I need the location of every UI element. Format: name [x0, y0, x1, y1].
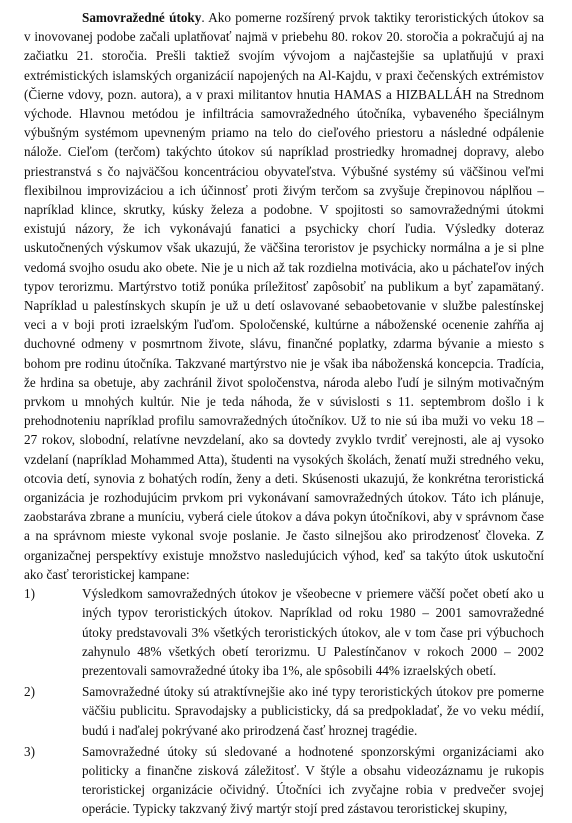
list-item-text: Samovražedné útoky sú atraktívnejšie ako iné typy teroristických útokov pre pomerne väčšiu publicitu. Spravodajsky a publicisticky, dá sa predpokladať, že vo veku médií, budú i naďalej pokrývané ako prirodzená časť hroznej tragédie.	[82, 684, 544, 738]
main-paragraph	[24, 8, 544, 584]
document-page	[24, 8, 544, 821]
list-item-text: Výsledkom samovražedných útokov je všeobecne v priemere väčší počet obetí ako u iných typov teroristických útokov. Napríklad od roku 1980 – 2001 samovražedné útoky predstavovali 3% všetkých teroristických útokov, ale v tom čase pri výbuchoch zahynulo 48% všetkých obetí terorizmu. U Palestínčanov v rokoch 2000 – 2002 prezentovali samovražedné útoky iba 1%, ale spôsobili 44% izraelských obetí.	[82, 586, 544, 678]
list-item-number: 1)	[24, 586, 35, 602]
list-item-number: 2)	[24, 684, 35, 700]
list-item	[24, 742, 544, 819]
list-item	[24, 682, 544, 740]
list-item	[24, 584, 544, 680]
intro-text: . Ako pomerne rozšírený prvok taktiky teroristických útokov sa v inovovanej podobe začali uplatňovať najmä v priebehu 80. rokov 20. storočia a pokračujú aj na začiatku 21. storočia. Prešli taktiež svojím vývojom a najčastejšie sa uplatňujú v praxi extrémistických islamských organizácií napojených na Al-Kajdu, v praxi čečenských extrémistov (Čierne vdovy, pozn. autora), a v praxi militantov hnutia HAMAS a HIZBALLÁH na Strednom východe. Hlavnou metódou je infiltrácia samovražedného útočníka, vybaveného špeciálnym výbušným systémom upevneným priamo na telo do cieľového priestoru a následné odpálenie nálože. Cieľom (terčom) takýchto útokov sú napríklad prostriedky hromadnej dopravy, alebo priestranstvá s čo najväčšou koncentráciou obyvateľstva. Výbušné systémy sú väčšinou veľmi flexibilnou improvizáciou a ich účinnosť proti živým terčom sa zvyšuje črepinovou náplňou – napríklad klince, skrutky, kúsky železa a podobne. V spojitosti so samovražednými útokmi existujú názory, že ich vykonávajú fanatici a psychicky chorí ľudia. Výsledky doteraz uskutočnených výskumov však ukazujú, že väčšina teroristov je psychicky normálna a je si plne vedomá svojho osudu ako obete. Nie je u nich až tak rozdielna motivácia, ako u páchateľov iných typov terorizmu. Martýrstvo totiž ponúka príležitosť zapôsobiť na publikum a byť zapamätaný. Napríklad u palestínskych skupín je už u detí oslavované sebaobetovanie v službe palestínskej veci a v boji proti izraelským ľuďom. Spoločenské, kultúrne a náboženské ocenenie zahŕňa aj duchovné odmeny v posmrtnom živote, slávu, finančné poplatky, zdarma bývanie a miesto s bohom pre rodinu útočníka. Takzvané martýrstvo nie je však iba náboženská koncepcia. Tradícia, že hrdina sa obetuje, aby zachránil život spoločenstva, národa alebo ľudí je silným motivačným prvkom u mnohých kultúr. Nie je teda náhoda, že v súvislosti s 11. septembrom došlo i k prehodnoteniu napríklad profilu samovražedných útočníkov. Už to nie sú iba muži vo veku 18 – 27 rokov, slobodní, relatívne nevzdelaní, ako sa dovtedy zvyklo tvrdiť verejnosti, ale aj vysoko vzdelaní (napríklad Mohammed Atta), študenti na vysokých školách, ženatí muži stredného veku, otcovia detí, synovia z bohatých rodín, ženy a deti. Skúsenosti ukazujú, že konkrétna teroristická organizácia je rozhodujúcim prvkom pri vykonávaní samovražedných útokov. Táto ich plánuje, zaobstaráva zbrane a muníciu, vyberá ciele útokov a dáva pokyn útočníkovi, aby v správnom čase a na správnom mieste vykonal svoje poslanie. Je často silnejšou ako prirodzenosť človeka. Z organizačnej perspektívy existuje množstvo nasledujúcich výhod, keď sa takýto útok uskutoční ako časť teroristickej kampane:	[24, 10, 544, 582]
heading-term: Samovražedné útoky	[82, 10, 202, 25]
list-item-number: 3)	[24, 743, 35, 759]
list-item-text: Samovražedné útoky sú sledované a hodnotené sponzorskými organizáciami ako politicky a finančne zisková záležitosť. V štýle a obsahu videozáznamu je rukopis teroristickej organizácie očividný. Útočníci ich zvyčajne robia v predvečer svojej operácie. Typicky takzvaný živý martýr stojí pred zástavou teroristickej skupiny,	[82, 743, 544, 817]
advantages-list	[24, 584, 544, 818]
